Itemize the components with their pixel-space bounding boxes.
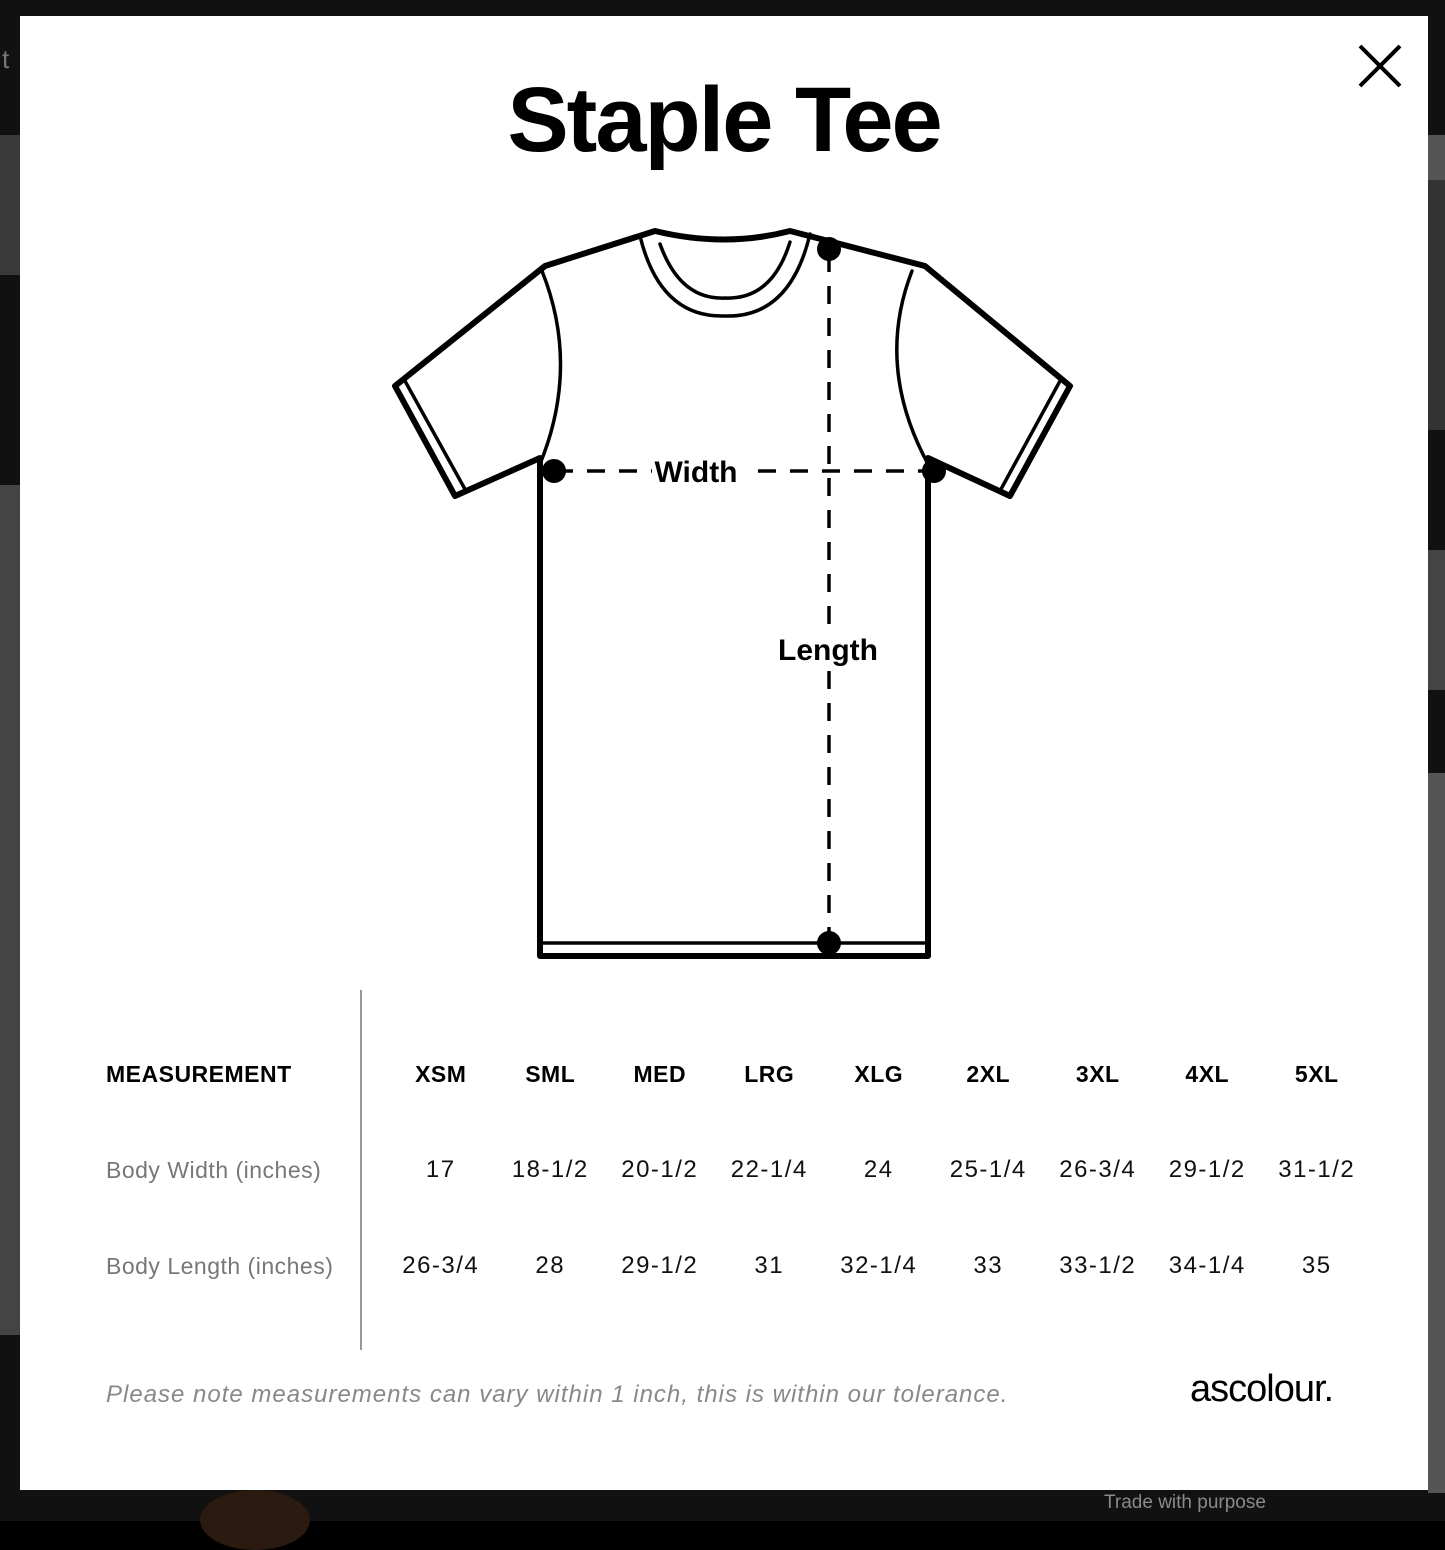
row-label: Body Width (inches): [106, 1156, 322, 1183]
table-cell: 29-1/2: [621, 1252, 699, 1279]
table-cell: 26-3/4: [402, 1252, 480, 1279]
row-label: Body Length (inches): [106, 1252, 334, 1279]
size-chart-table: [102, 1026, 1372, 1314]
table-cell: 20-1/2: [621, 1156, 699, 1183]
table-cell: 24: [863, 1156, 894, 1183]
table-cell: 29-1/2: [1168, 1156, 1246, 1183]
table-cell: 33: [973, 1252, 1004, 1279]
size-header: 2XL: [966, 1060, 1011, 1087]
table-header-row: [102, 1026, 1372, 1122]
background-avatar: [200, 1490, 310, 1550]
background-panel: [1428, 550, 1445, 690]
table-cell: 32-1/4: [840, 1252, 918, 1279]
background-panel: [1428, 135, 1445, 180]
table-cell: 25-1/4: [949, 1156, 1027, 1183]
size-guide-modal: [20, 16, 1428, 1490]
size-header: 4XL: [1185, 1060, 1230, 1087]
background-panel: [1428, 180, 1445, 430]
table-cell: 17: [425, 1156, 456, 1183]
background-text: t: [2, 44, 10, 74]
size-header: SML: [525, 1060, 576, 1087]
brand-logo: ascolour.: [1190, 1368, 1334, 1410]
background-footer-text: Trade with purpose: [1104, 1492, 1266, 1513]
size-header: 5XL: [1294, 1060, 1339, 1087]
table-cell: 35: [1301, 1252, 1332, 1279]
table-cell: 31: [754, 1252, 785, 1279]
tolerance-note: Please note measurements can vary within 1 inch, this is within our tolerance.: [106, 1381, 1009, 1408]
table-row: [102, 1218, 1372, 1314]
length-label: Length: [778, 634, 878, 667]
table-cell: 31-1/2: [1278, 1156, 1356, 1183]
measurement-header: MEASUREMENT: [106, 1060, 292, 1087]
modal-title: Staple Tee: [507, 69, 941, 171]
background-panel: [1428, 773, 1445, 1493]
width-label: Width: [654, 456, 738, 489]
size-header: 3XL: [1075, 1060, 1120, 1087]
table-cell: 26-3/4: [1059, 1156, 1137, 1183]
tshirt-measurement-diagram: [370, 206, 1090, 976]
size-header: XLG: [854, 1060, 904, 1087]
size-header: MED: [633, 1060, 687, 1087]
size-header: XSM: [415, 1060, 467, 1087]
table-cell: 34-1/4: [1168, 1252, 1246, 1279]
table-cell: 33-1/2: [1059, 1252, 1137, 1279]
background-panel: [0, 135, 20, 275]
background-panel: [0, 485, 20, 1335]
table-cell: 18-1/2: [511, 1156, 589, 1183]
size-header: LRG: [744, 1060, 795, 1087]
table-row: [102, 1122, 1372, 1218]
table-cell: 28: [535, 1252, 566, 1279]
table-cell: 22-1/4: [730, 1156, 808, 1183]
